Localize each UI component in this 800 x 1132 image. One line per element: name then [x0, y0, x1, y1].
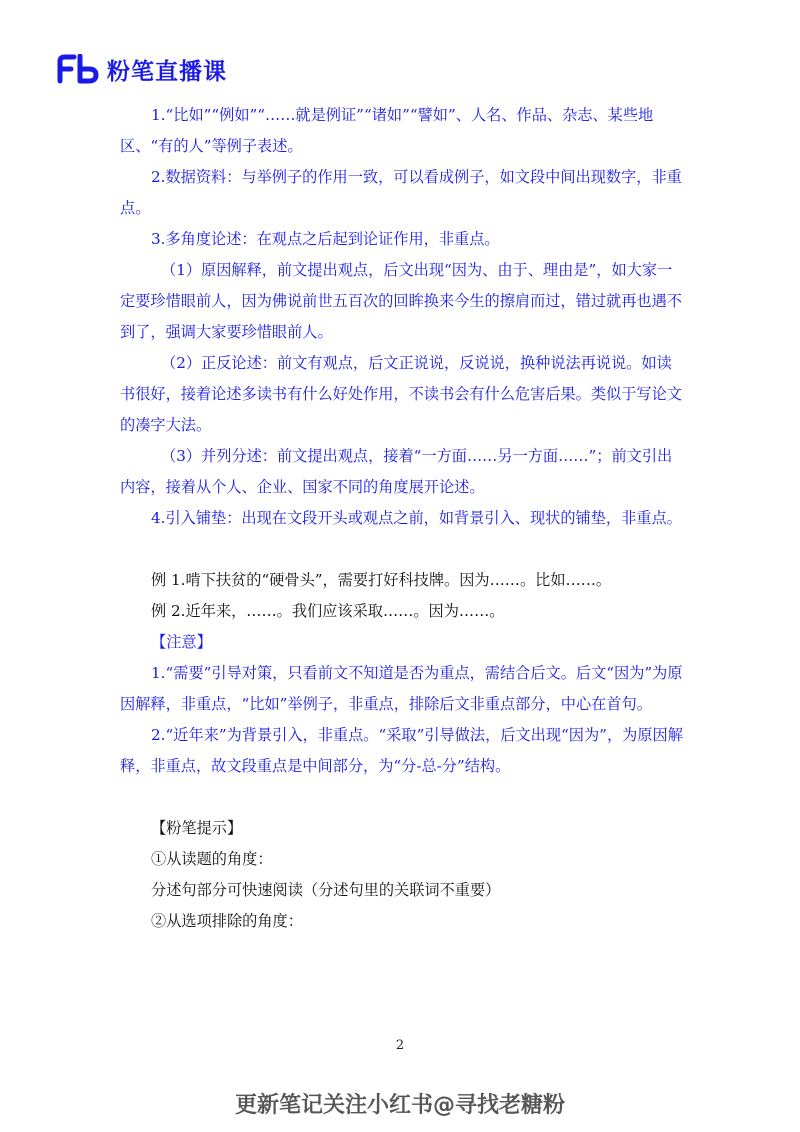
paragraph-item-3: 3.多角度论述：在观点之后起到论证作用，非重点。	[151, 230, 500, 248]
note-item-2: 2.“近年来”为背景引入，非重点。“采取”引导做法，后文出现“因为”，为原因解释，非重点，故文段重点是中间部分，为“分-总-分”结构。	[120, 726, 683, 775]
note-title: 【注意】	[151, 633, 212, 651]
brand-name: 粉笔直播课	[107, 58, 227, 85]
document-body	[120, 100, 685, 937]
header-logo	[57, 52, 227, 86]
paragraph-item-3-3: （3）并列分述：前文提出观点，接着“一方面……另一方面……”；前文引出内容，接着从个人、企业、国家不同的角度展开论述。	[120, 447, 673, 496]
example-1: 例 1.啃下扶贫的“硬骨头”，需要打好科技牌。因为……。比如……。	[151, 571, 612, 589]
tip-line-3: ②从选项排除的角度：	[151, 912, 303, 930]
note-item-1: 1.“需要”引导对策，只看前文不知道是否为重点，需结合后文。后文“因为”为原因解释，非重点，“比如”举例子，非重点，排除后文非重点部分，中心在首句。	[120, 664, 683, 713]
footer-watermark: 更新笔记关注小红书@寻找老糖粉	[234, 1093, 565, 1118]
paragraph-item-3-2: （2）正反论述：前文有观点，后文正说说，反说说，换种说法再说说。如读书很好，接着论述多读书有什么好处作用，不读书会有什么危害后果。类似于写论文的凑字大法。	[120, 354, 682, 434]
paragraph-item-1: 1.“比如”“例如”“……就是例证”“诸如”“譬如”、人名、作品、杂志、某些地区、“有的人”等例子表述。	[120, 106, 654, 155]
fb-logo-icon	[57, 54, 99, 84]
tip-line-2: 分述句部分可快速阅读（分述句里的关联词不重要）	[151, 881, 501, 899]
page-number: 2	[395, 1038, 405, 1053]
tip-title: 【粉笔提示】	[151, 819, 243, 837]
tip-line-1: ①从读题的角度：	[151, 850, 273, 868]
paragraph-item-3-1: （1）原因解释，前文提出观点，后文出现“因为、由于、理由是”，如大家一定要珍惜眼前人，因为佛说前世五百次的回眸换来今生的擦肩而过，错过就再也遇不到了，强调大家要珍惜眼前人。	[120, 261, 682, 341]
example-2: 例 2.近年来，……。我们应该采取……。因为……。	[151, 602, 505, 620]
paragraph-item-2: 2.数据资料：与举例子的作用一致，可以看成例子，如文段中间出现数字，非重点。	[120, 168, 682, 217]
paragraph-item-4: 4.引入铺垫：出现在文段开头或观点之前，如背景引入、现状的铺垫，非重点。	[151, 509, 682, 527]
